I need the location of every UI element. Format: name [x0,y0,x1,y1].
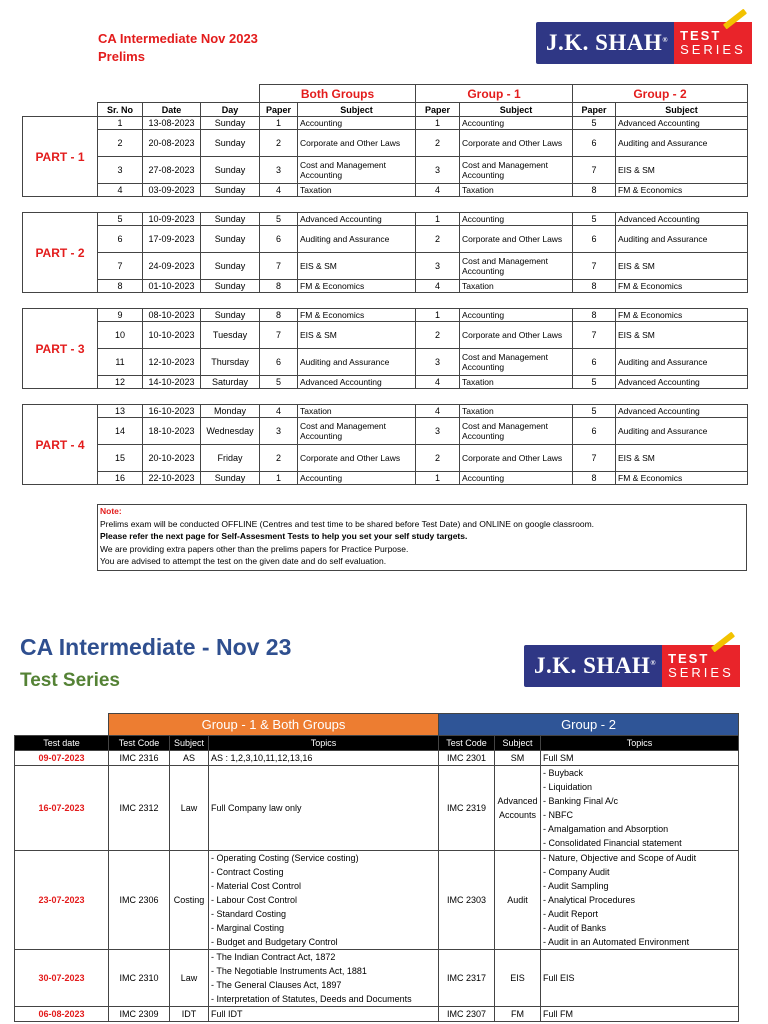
schedule-cell: Wednesday [201,418,260,445]
topic-line: - Standard Costing [211,909,287,919]
schedule-cell: Cost and Management Accounting [298,418,416,445]
schedule-cell: Corporate and Other Laws [298,130,416,157]
topic-line: - Material Cost Control [211,881,302,891]
jk-shah-logo-2 [524,645,740,687]
schedule-cell: 2 [260,445,298,472]
logo-brand: J.K. SHAH® [546,30,669,55]
topic-line: - The General Clauses Act, 1897 [211,980,342,990]
col-header: Sr. No [98,103,143,117]
schedule-cell: 4 [416,376,460,389]
pencil-icon [723,9,747,30]
schedule-cell: 6 [98,226,143,253]
schedule-row [23,253,748,280]
test-cell-topics1 [209,1007,439,1022]
schedule-cell: Advanced Accounting [298,213,416,226]
schedule-cell: Sunday [201,213,260,226]
schedule-cell: 3 [416,418,460,445]
col-header: Subject [616,103,748,117]
schedule-cell: 5 [260,376,298,389]
schedule-cell: Thursday [201,349,260,376]
schedule-cell: 16-10-2023 [143,405,201,418]
schedule-cell: 2 [416,226,460,253]
schedule-cell: Advanced Accounting [616,376,748,389]
schedule-cell: Sunday [201,226,260,253]
col-header: Subject [298,103,416,117]
note-line: You are advised to attempt the test on the given date and do self evaluation. [100,556,387,566]
topic-line: - Amalgamation and Absorption [543,824,669,834]
test-cell-subj2: Advanced Accounts [495,766,541,851]
test-cell-code1: IMC 2312 [109,766,170,851]
test-cell-date: 06-08-2023 [15,1007,109,1022]
schedule-cell: Auditing and Assurance [616,418,748,445]
schedule-cell: Sunday [201,117,260,130]
schedule-cell: Taxation [298,405,416,418]
schedule-cell: Advanced Accounting [298,376,416,389]
test-cell-code2: IMC 2301 [439,751,495,766]
col-header: Test date [15,736,109,751]
schedule-cell: Auditing and Assurance [298,349,416,376]
schedule-cell: 8 [98,280,143,293]
schedule-cell: 12 [98,376,143,389]
schedule-cell: Cost and Management Accounting [298,157,416,184]
schedule-cell: Cost and Management Accounting [460,253,573,280]
schedule-cell: Advanced Accounting [616,117,748,130]
schedule-cell: FM & Economics [616,280,748,293]
schedule-cell: 20-08-2023 [143,130,201,157]
jk-shah-logo [536,22,752,64]
schedule-cell: 11 [98,349,143,376]
schedule-cell: 20-10-2023 [143,445,201,472]
test-cell-topics2 [541,751,739,766]
schedule-cell: 4 [260,405,298,418]
schedule-cell: 4 [416,280,460,293]
col-header: Paper [260,103,298,117]
schedule-cell: 10-09-2023 [143,213,201,226]
topic-line: - Analytical Procedures [543,895,636,905]
schedule-cell: 4 [98,184,143,197]
test-cell-code2: IMC 2307 [439,1007,495,1022]
schedule-cell: Accounting [298,117,416,130]
group-header-1: Group - 1 [416,85,573,103]
schedule-cell: 1 [416,213,460,226]
test-cell-date: 23-07-2023 [15,851,109,950]
topic-line: - Company Audit [543,867,610,877]
pencil-icon [711,632,735,653]
schedule-cell: FM & Economics [298,280,416,293]
schedule-cell: Friday [201,445,260,472]
schedule-cell: 2 [416,445,460,472]
col-header: Topics [541,736,739,751]
test-cell-subj1: Costing [170,851,209,950]
schedule-cell: Taxation [460,280,573,293]
schedule-cell: Taxation [460,184,573,197]
part-label: PART - 4 [23,405,98,485]
schedule-row [23,280,748,293]
schedule-cell: 8 [573,280,616,293]
col-header: Paper [573,103,616,117]
schedule-cell: Accounting [460,309,573,322]
schedule-cell: Corporate and Other Laws [460,130,573,157]
test-cell-subj1: Law [170,766,209,851]
schedule-cell: 16 [98,472,143,485]
schedule-cell: EIS & SM [616,445,748,472]
schedule-cell: 24-09-2023 [143,253,201,280]
col-header: Test Code [439,736,495,751]
prelims-title [98,30,258,66]
topic-line: - The Indian Contract Act, 1872 [211,952,336,962]
schedule-cell: 03-09-2023 [143,184,201,197]
group-header-1-both: Group - 1 & Both Groups [109,714,439,736]
topic-line: Full Company law only [211,803,302,813]
test-cell-subj2: Audit [495,851,541,950]
schedule-cell: FM & Economics [616,472,748,485]
note-box [97,504,747,571]
schedule-cell: 1 [416,309,460,322]
schedule-cell: Corporate and Other Laws [460,226,573,253]
schedule-cell: 5 [573,213,616,226]
schedule-cell: 2 [260,130,298,157]
test-cell-code2: IMC 2303 [439,851,495,950]
schedule-cell: 6 [260,226,298,253]
test-cell-topics1 [209,751,439,766]
schedule-cell: Auditing and Assurance [616,349,748,376]
schedule-cell: FM & Economics [616,184,748,197]
schedule-row [23,445,748,472]
topic-line: - NBFC [543,810,574,820]
test-cell-topics2 [541,766,739,851]
schedule-cell: Taxation [460,376,573,389]
schedule-cell: Advanced Accounting [616,405,748,418]
schedule-cell: Accounting [460,213,573,226]
test-cell-date: 16-07-2023 [15,766,109,851]
title-line-2: Prelims [98,49,145,64]
schedule-cell: Sunday [201,472,260,485]
schedule-cell: 10 [98,322,143,349]
schedule-cell: Cost and Management Accounting [460,418,573,445]
topic-line: - Marginal Costing [211,923,285,933]
schedule-cell: Corporate and Other Laws [460,322,573,349]
schedule-cell: EIS & SM [298,322,416,349]
test-cell-code2: IMC 2317 [439,950,495,1007]
topic-line: Full SM [543,753,574,763]
schedule-cell: 6 [573,418,616,445]
schedule-cell: Sunday [201,130,260,157]
schedule-cell: 12-10-2023 [143,349,201,376]
schedule-cell: Sunday [201,253,260,280]
test-cell-subj2: FM [495,1007,541,1022]
test-cell-topics1 [209,851,439,950]
schedule-cell: 3 [260,157,298,184]
schedule-cell: 9 [98,309,143,322]
schedule-cell: Auditing and Assurance [298,226,416,253]
schedule-row [23,309,748,322]
schedule-cell: 10-10-2023 [143,322,201,349]
schedule-cell: Corporate and Other Laws [298,445,416,472]
topic-line: - Buyback [543,768,584,778]
topic-line: AS : 1,2,3,10,11,12,13,16 [211,753,313,763]
test-cell-subj1: Law [170,950,209,1007]
note-line: Please refer the next page for Self-Assesment Tests to help you set your self study targets. [100,531,468,541]
schedule-cell: 1 [260,472,298,485]
schedule-row [23,184,748,197]
schedule-cell: EIS & SM [616,157,748,184]
schedule-cell: Advanced Accounting [616,213,748,226]
schedule-cell: 8 [260,280,298,293]
schedule-cell: 7 [573,322,616,349]
schedule-cell: 2 [416,322,460,349]
test-cell-topics2 [541,851,739,950]
topic-line: - Contract Costing [211,867,284,877]
schedule-cell: 01-10-2023 [143,280,201,293]
schedule-cell: Monday [201,405,260,418]
col-header: Subject [170,736,209,751]
schedule-cell: Sunday [201,280,260,293]
schedule-cell: 8 [260,309,298,322]
test-cell-topics2 [541,1007,739,1022]
part-label: PART - 1 [23,117,98,197]
schedule-cell: FM & Economics [616,309,748,322]
col-header: Date [143,103,201,117]
topic-line: Full EIS [543,973,575,983]
schedule-cell: 8 [573,472,616,485]
schedule-cell: 5 [98,213,143,226]
schedule-cell: 1 [98,117,143,130]
col-header: Day [201,103,260,117]
test-cell-code2: IMC 2319 [439,766,495,851]
schedule-cell: Corporate and Other Laws [460,445,573,472]
note-line: We are providing extra papers other than the prelims papers for Practice Purpose. [100,543,409,554]
section-title: CA Intermediate - Nov 23 [20,634,292,660]
schedule-cell: 2 [416,130,460,157]
schedule-cell: 22-10-2023 [143,472,201,485]
title-line-1: CA Intermediate Nov 2023 [98,31,258,46]
schedule-cell: 7 [98,253,143,280]
test-cell-date: 30-07-2023 [15,950,109,1007]
schedule-cell: Accounting [460,117,573,130]
test-cell-topics1 [209,950,439,1007]
schedule-cell: 7 [573,445,616,472]
schedule-cell: 6 [260,349,298,376]
schedule-cell: 7 [260,322,298,349]
schedule-row [23,117,748,130]
schedule-cell: EIS & SM [298,253,416,280]
topic-line: - Audit Report [543,909,599,919]
schedule-cell: 5 [260,213,298,226]
schedule-cell: 3 [416,349,460,376]
group-header-2: Group - 2 [573,85,748,103]
schedule-row [23,418,748,445]
topic-line: - Labour Cost Control [211,895,298,905]
schedule-cell: 5 [573,405,616,418]
schedule-cell: Sunday [201,184,260,197]
schedule-row [23,213,748,226]
logo-brand: J.K. SHAH® [534,653,657,678]
schedule-cell: 27-08-2023 [143,157,201,184]
test-cell-topics1 [209,766,439,851]
topic-line: Full FM [543,1009,574,1019]
schedule-cell: 1 [416,472,460,485]
col-header: Subject [460,103,573,117]
schedule-cell: 3 [416,157,460,184]
test-row [15,751,739,766]
test-cell-code1: IMC 2310 [109,950,170,1007]
section-subtitle: Test Series [20,670,120,691]
schedule-cell: Sunday [201,309,260,322]
schedule-row [23,130,748,157]
schedule-cell: Auditing and Assurance [616,130,748,157]
schedule-cell: 14 [98,418,143,445]
schedule-cell: 4 [416,405,460,418]
schedule-cell: 17-09-2023 [143,226,201,253]
topic-line: - Banking Final A/c [543,796,619,806]
schedule-cell: Accounting [298,472,416,485]
schedule-row [23,349,748,376]
logo-test-series: TEST SERIES [662,645,740,687]
schedule-cell: Tuesday [201,322,260,349]
topic-line: Full IDT [211,1009,243,1019]
test-cell-subj1: AS [170,751,209,766]
schedule-cell: Saturday [201,376,260,389]
schedule-cell: 1 [416,117,460,130]
schedule-cell: 08-10-2023 [143,309,201,322]
topic-line: - Interpretation of Statutes, Deeds and Documents [211,994,412,1004]
group-header-both: Both Groups [260,85,416,103]
schedule-cell: 13-08-2023 [143,117,201,130]
schedule-cell: 8 [573,184,616,197]
note-line: Prelims exam will be conducted OFFLINE (Centres and test time to be shared before Test Date) and ONLINE on google classroom. [100,518,595,529]
schedule-cell: EIS & SM [616,253,748,280]
topic-line: - Operating Costing (Service costing) [211,853,359,863]
prelims-schedule-table [22,84,748,485]
schedule-cell: Sunday [201,157,260,184]
schedule-cell: 13 [98,405,143,418]
schedule-cell: 7 [573,157,616,184]
schedule-cell: 15 [98,445,143,472]
schedule-cell: 3 [416,253,460,280]
schedule-cell: 18-10-2023 [143,418,201,445]
group-header-2: Group - 2 [439,714,739,736]
col-header: Test Code [109,736,170,751]
col-header: Topics [209,736,439,751]
test-cell-code1: IMC 2316 [109,751,170,766]
topic-line: - Audit in an Automated Environment [543,937,690,947]
schedule-cell: 6 [573,349,616,376]
schedule-cell: 2 [98,130,143,157]
schedule-cell: 7 [573,253,616,280]
schedule-cell: FM & Economics [298,309,416,322]
schedule-cell: 8 [573,309,616,322]
schedule-cell: EIS & SM [616,322,748,349]
test-cell-subj2: EIS [495,950,541,1007]
test-cell-code1: IMC 2309 [109,1007,170,1022]
topic-line: - Liquidation [543,782,593,792]
part-label: PART - 2 [23,213,98,293]
schedule-cell: 4 [260,184,298,197]
test-cell-subj2: SM [495,751,541,766]
schedule-cell: 6 [573,130,616,157]
schedule-row [23,376,748,389]
topic-line: - Budget and Budgetary Control [211,937,338,947]
schedule-row [23,405,748,418]
logo-test-series: TEST SERIES [674,22,752,64]
schedule-cell: Auditing and Assurance [616,226,748,253]
col-header: Subject [495,736,541,751]
schedule-row [23,226,748,253]
topic-line: - Audit Sampling [543,881,609,891]
topic-line: - Consolidated Financial statement [543,838,682,848]
test-cell-subj1: IDT [170,1007,209,1022]
schedule-cell: 14-10-2023 [143,376,201,389]
note-title: Note: [100,506,122,516]
schedule-cell: 7 [260,253,298,280]
schedule-cell: Cost and Management Accounting [460,349,573,376]
test-row [15,851,739,950]
schedule-cell: 5 [573,117,616,130]
topic-line: - Nature, Objective and Scope of Audit [543,853,697,863]
schedule-cell: 3 [260,418,298,445]
schedule-cell: Accounting [460,472,573,485]
col-header: Paper [416,103,460,117]
schedule-row [23,472,748,485]
schedule-row [23,322,748,349]
schedule-cell: 3 [98,157,143,184]
schedule-row [23,157,748,184]
test-row [15,766,739,851]
schedule-cell: 1 [260,117,298,130]
schedule-cell: 6 [573,226,616,253]
schedule-cell: Cost and Management Accounting [460,157,573,184]
test-cell-date: 09-07-2023 [15,751,109,766]
schedule-cell: 4 [416,184,460,197]
part-label: PART - 3 [23,309,98,389]
topic-line: - Audit of Banks [543,923,607,933]
topic-line: - The Negotiable Instruments Act, 1881 [211,966,367,976]
test-row [15,1007,739,1022]
schedule-cell: Taxation [298,184,416,197]
test-cell-code1: IMC 2306 [109,851,170,950]
test-series-table [14,713,739,1022]
schedule-cell: 5 [573,376,616,389]
test-row [15,950,739,1007]
test-cell-topics2 [541,950,739,1007]
schedule-cell: Taxation [460,405,573,418]
